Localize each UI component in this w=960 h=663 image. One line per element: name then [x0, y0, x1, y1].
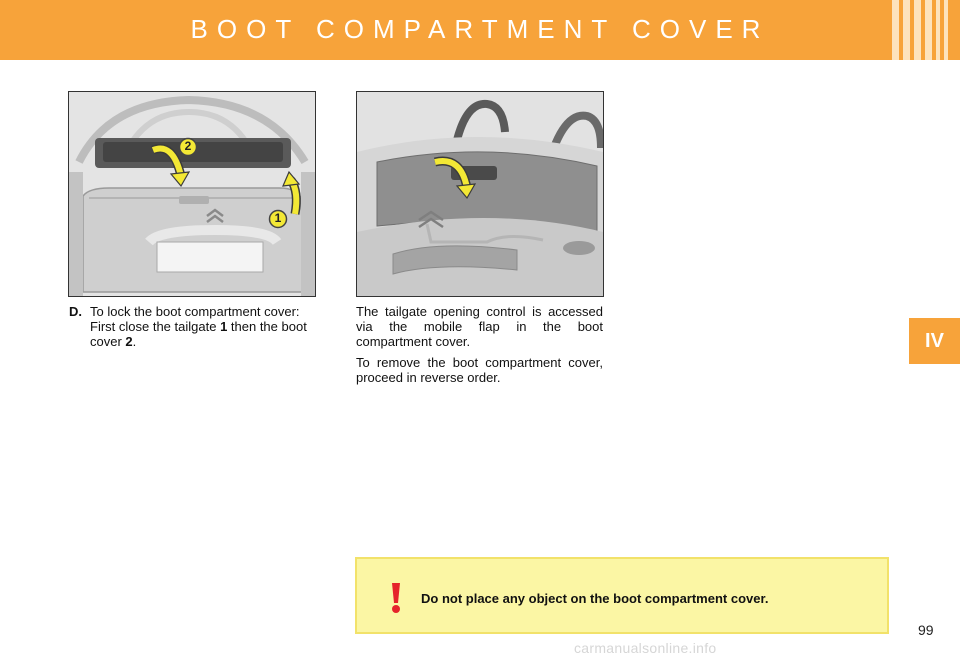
header-stripe	[944, 0, 948, 60]
reference-number: 2	[125, 334, 133, 349]
header-stripe	[936, 0, 940, 60]
page-header	[0, 0, 960, 60]
warning-text: Do not place any object on the boot compartment cover.	[421, 591, 769, 606]
chapter-tab: IV	[909, 318, 960, 364]
instruction-text	[69, 304, 315, 349]
instruction-text-part: .	[132, 334, 137, 349]
figure-1-illustration	[69, 92, 315, 296]
page-number: 99	[918, 622, 934, 638]
warning-box	[355, 557, 889, 634]
page-title: BOOT COMPARTMENT COVER	[190, 14, 770, 44]
callout-2: 2	[184, 139, 192, 153]
paragraph-remove-cover: To remove the boot compartment cover, proceed in reverse order.	[356, 355, 603, 385]
exclamation-warning-icon	[381, 581, 411, 615]
item-marker: D.	[69, 304, 82, 319]
instruction-text-part: To lock the boot compartment cover: First close the tailgate	[90, 304, 300, 334]
right-column-text	[356, 304, 603, 391]
callout-1: 1	[274, 211, 282, 225]
paragraph-tailgate-control: The tailgate opening control is accessed via the mobile flap in the boot compartment cover.	[356, 304, 603, 349]
header-stripe	[925, 0, 932, 60]
figure-tailgate-boot-cover	[68, 91, 316, 297]
watermark: carmanualsonline.info	[574, 640, 717, 656]
header-stripe	[914, 0, 921, 60]
figure-2-illustration	[357, 92, 603, 296]
instruction-text-part: then the boot cover	[90, 319, 307, 349]
reference-number: 1	[220, 319, 228, 334]
header-stripes	[892, 0, 948, 60]
instruction-d	[69, 304, 315, 349]
figure-mobile-flap	[356, 91, 604, 297]
header-stripe	[892, 0, 899, 60]
header-stripe	[903, 0, 910, 60]
